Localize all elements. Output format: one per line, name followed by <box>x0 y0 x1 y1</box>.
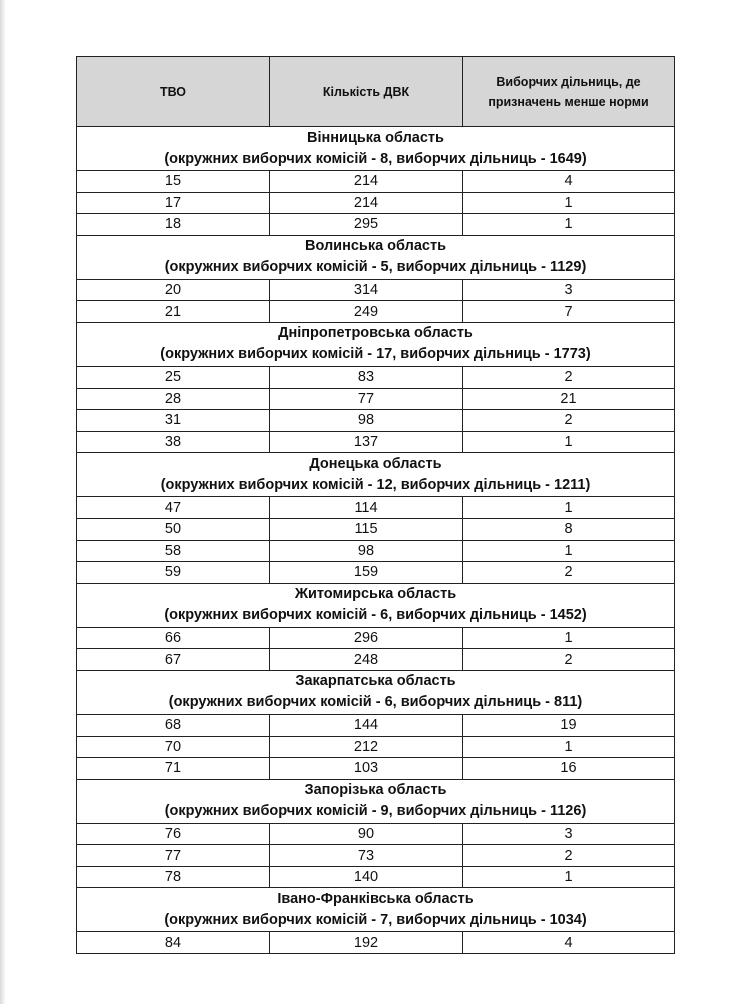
cell-dvk-count: 98 <box>270 540 463 562</box>
cell-stations-below-norm: 2 <box>463 366 675 388</box>
table-row <box>77 562 675 584</box>
cell-stations-below-norm: 7 <box>463 301 675 323</box>
cell-stations-below-norm: 2 <box>463 845 675 867</box>
region-summary: (окружних виборчих комісій - 7, виборчих дільниць - 1034) <box>164 911 587 928</box>
table-row <box>77 540 675 562</box>
cell-dvk-count: 137 <box>270 431 463 453</box>
header-dvk-count: Кількість ДВК <box>270 57 463 127</box>
table-row <box>77 866 675 888</box>
cell-tvo: 38 <box>77 431 270 453</box>
cell-dvk-count: 192 <box>270 932 463 954</box>
cell-tvo: 50 <box>77 518 270 540</box>
region-name: Житомирська область <box>294 586 457 603</box>
cell-stations-below-norm: 1 <box>463 192 675 214</box>
cell-tvo: 70 <box>77 736 270 758</box>
cell-dvk-count: 295 <box>270 214 463 236</box>
table-row <box>77 279 675 301</box>
cell-stations-below-norm: 3 <box>463 279 675 301</box>
cell-stations-below-norm: 19 <box>463 714 675 736</box>
region-header-row <box>77 779 675 823</box>
cell-stations-below-norm: 1 <box>463 497 675 519</box>
cell-dvk-count: 314 <box>270 279 463 301</box>
cell-stations-below-norm: 21 <box>463 388 675 410</box>
cell-tvo: 77 <box>77 845 270 867</box>
cell-stations-below-norm: 2 <box>463 649 675 671</box>
cell-dvk-count: 83 <box>270 366 463 388</box>
cell-tvo: 25 <box>77 366 270 388</box>
region-name: Закарпатська область <box>295 673 456 690</box>
region-header-row <box>77 670 675 714</box>
table-row <box>77 214 675 236</box>
table-header <box>77 57 675 127</box>
cell-dvk-count: 212 <box>270 736 463 758</box>
cell-stations-below-norm: 3 <box>463 823 675 845</box>
region-name: Вінницька область <box>307 129 444 146</box>
table-row <box>77 366 675 388</box>
cell-dvk-count: 77 <box>270 388 463 410</box>
cell-dvk-count: 98 <box>270 410 463 432</box>
cell-tvo: 17 <box>77 192 270 214</box>
cell-tvo: 67 <box>77 649 270 671</box>
cell-stations-below-norm: 1 <box>463 866 675 888</box>
region-header-cell <box>77 453 675 497</box>
cell-tvo: 15 <box>77 171 270 193</box>
cell-stations-below-norm: 16 <box>463 758 675 780</box>
cell-tvo: 59 <box>77 562 270 584</box>
cell-stations-below-norm: 2 <box>463 410 675 432</box>
cell-tvo: 84 <box>77 932 270 954</box>
cell-dvk-count: 249 <box>270 301 463 323</box>
table-row <box>77 823 675 845</box>
table-row <box>77 388 675 410</box>
cell-tvo: 66 <box>77 627 270 649</box>
region-header-cell <box>77 235 675 279</box>
table-row <box>77 627 675 649</box>
polling-stations-table <box>76 56 675 954</box>
cell-tvo: 78 <box>77 866 270 888</box>
cell-tvo: 21 <box>77 301 270 323</box>
region-summary: (окружних виборчих комісій - 6, виборчих дільниць - 1452) <box>164 607 587 624</box>
table-row <box>77 518 675 540</box>
table-row <box>77 431 675 453</box>
table-row <box>77 845 675 867</box>
region-name: Волинська область <box>305 238 446 255</box>
cell-dvk-count: 159 <box>270 562 463 584</box>
region-name: Івано-Франківська область <box>277 890 474 907</box>
cell-stations-below-norm: 8 <box>463 518 675 540</box>
cell-stations-below-norm: 1 <box>463 627 675 649</box>
region-summary: (окружних виборчих комісій - 5, виборчих дільниць - 1129) <box>164 259 587 276</box>
region-header-row <box>77 453 675 497</box>
cell-tvo: 68 <box>77 714 270 736</box>
header-row <box>77 57 675 127</box>
table-row <box>77 714 675 736</box>
region-header-row <box>77 888 675 932</box>
cell-stations-below-norm: 1 <box>463 214 675 236</box>
cell-tvo: 71 <box>77 758 270 780</box>
cell-dvk-count: 248 <box>270 649 463 671</box>
region-summary: (окружних виборчих комісій - 8, виборчих дільниць - 1649) <box>164 150 587 167</box>
cell-tvo: 18 <box>77 214 270 236</box>
cell-dvk-count: 296 <box>270 627 463 649</box>
table-row <box>77 758 675 780</box>
region-name: Дніпропетровська область <box>278 325 473 342</box>
region-header-cell <box>77 888 675 932</box>
table-row <box>77 171 675 193</box>
region-summary: (окружних виборчих комісій - 17, виборчих дільниць - 1773) <box>160 346 591 363</box>
table-row <box>77 410 675 432</box>
header-tvo: ТВО <box>77 57 270 127</box>
table-body <box>77 127 675 954</box>
table-row <box>77 301 675 323</box>
region-header-row <box>77 127 675 171</box>
region-header-row <box>77 235 675 279</box>
region-header-row <box>77 322 675 366</box>
cell-dvk-count: 144 <box>270 714 463 736</box>
header-stations-below-norm-line2: призначень менше норми <box>488 94 649 109</box>
region-summary: (окружних виборчих комісій - 6, виборчих дільниць - 811) <box>168 694 583 711</box>
region-name: Запорізька область <box>304 782 447 799</box>
cell-stations-below-norm: 2 <box>463 562 675 584</box>
region-header-cell <box>77 583 675 627</box>
cell-dvk-count: 114 <box>270 497 463 519</box>
cell-tvo: 58 <box>77 540 270 562</box>
table-row <box>77 736 675 758</box>
region-header-cell <box>77 670 675 714</box>
cell-stations-below-norm: 1 <box>463 540 675 562</box>
cell-stations-below-norm: 1 <box>463 736 675 758</box>
cell-dvk-count: 214 <box>270 171 463 193</box>
cell-dvk-count: 103 <box>270 758 463 780</box>
table-row <box>77 497 675 519</box>
region-header-cell <box>77 127 675 171</box>
region-summary: (окружних виборчих комісій - 9, виборчих дільниць - 1126) <box>164 803 587 820</box>
cell-stations-below-norm: 4 <box>463 932 675 954</box>
cell-dvk-count: 90 <box>270 823 463 845</box>
cell-dvk-count: 73 <box>270 845 463 867</box>
cell-dvk-count: 115 <box>270 518 463 540</box>
region-header-row <box>77 583 675 627</box>
cell-stations-below-norm: 4 <box>463 171 675 193</box>
region-summary: (окружних виборчих комісій - 12, виборчих дільниць - 1211) <box>160 476 591 493</box>
region-header-cell <box>77 779 675 823</box>
table-row <box>77 649 675 671</box>
cell-dvk-count: 214 <box>270 192 463 214</box>
table-row <box>77 932 675 954</box>
region-header-cell <box>77 322 675 366</box>
header-stations-below-norm <box>463 57 675 127</box>
cell-tvo: 28 <box>77 388 270 410</box>
region-name: Донецька область <box>309 455 442 472</box>
page-edge-shadow <box>0 0 6 1004</box>
header-stations-below-norm-line1: Виборчих дільниць, де <box>496 74 641 89</box>
cell-dvk-count: 140 <box>270 866 463 888</box>
cell-tvo: 76 <box>77 823 270 845</box>
cell-stations-below-norm: 1 <box>463 431 675 453</box>
cell-tvo: 47 <box>77 497 270 519</box>
cell-tvo: 31 <box>77 410 270 432</box>
table-row <box>77 192 675 214</box>
cell-tvo: 20 <box>77 279 270 301</box>
